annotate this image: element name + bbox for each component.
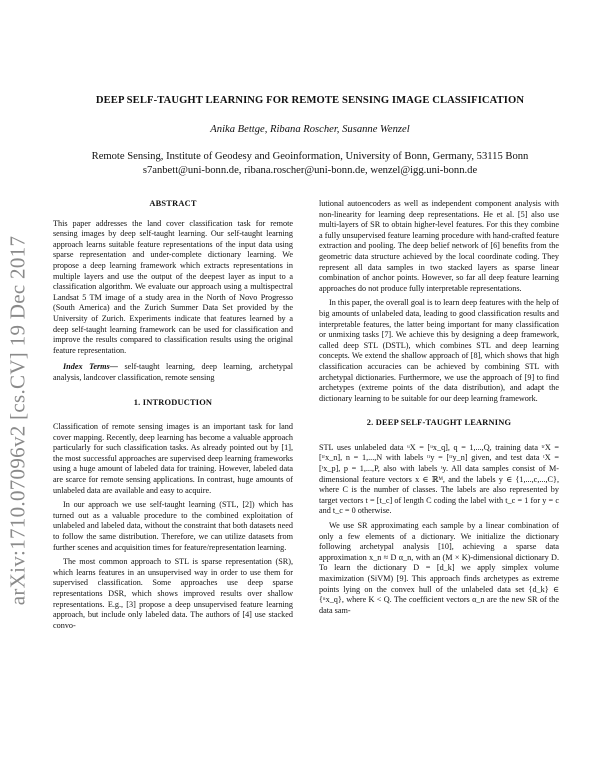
left-column [53,199,293,631]
introduction-paragraph-1: Classification of remote sensing images is an important task for land cover mapping. Recently, deep learning has become a valuable approach particularly for such classification tasks. As already pointed out by [1], the most successful approaches are supervised deep learning frameworks using a huge amount of labeled data for training. However, labeled data are scarce for remote sensing applications. In contrast, huge amounts of unlabeled data are available and easy to acquire. [53,422,293,495]
introduction-paragraph-3: The most common approach to STL is sparse representation (SR), which learns features in an unsupervised way in order to use them for supervised classification. Some approaches use deep sparse representations DSR, which shows improved results over shallow representations. E.g., [3] propose a deep unsupervised feature learning approach, but include only labeled data. The authors of [4] use stacked convo- [53,557,293,630]
paper-authors: Anika Bettge, Ribana Roscher, Susanne Wenzel [210,124,410,135]
abstract-heading: ABSTRACT [149,199,197,208]
introduction-paragraph-4: In this paper, the overall goal is to learn deep features with the help of big amounts of unlabeled data, leading to good classification results and interpretable features, the latter being important for many classification or unmixing tasks [7]. We achieve this by designing a deep framework, called deep STL (DSTL), which combines STL and deep learning concepts. We extend the shallow approach of [8], which shows that high classification accuracies can be achieved by combining STL with archetypal dictionaries. Furthermore, we use the approach of [9] to find archetypes (extreme points of the data distribution), and adapt the dictionary learning to be suitable for our deep learning framework. [319,298,559,403]
arxiv-identifier [4,176,32,664]
affiliation: Remote Sensing, Institute of Geodesy and Geoinformation, University of Bonn, Germany, 53115 Bonn [91,151,529,162]
arxiv-identifier-text: arXiv:1710.07096v2 [cs.CV] 19 Dec 2017 [5,235,30,605]
index-terms-label: Index Terms— [63,362,118,372]
right-column [319,199,559,616]
introduction-paragraph-3-continued: lutional autoencoders as well as independent component analysis with non-linearity for learning deep representations. He et al. [5] also use multi-layers of SR to obtain higher-level features. For this they combine a fully unsupervised feature learning procedure with hand-crafted feature extraction and pooling. The deep belief network of [6] benefits from the geometric data structure achieved by the local coordinate coding. They represent all data samples in two stacked layers as sparse linear combination of anchor points. However, so far all deep feature learning approaches do not produce fully interpretable representations. [319,199,559,293]
introduction-paragraph-2: In our approach we use self-taught learning (STL, [2]) which has turned out as a valuable procedure to the combined exploitation of unlabeled and labeled data, without the constraint that both datasets need to follow the same distribution. Therefore, we can utilize datasets from further scenes and acquisition times for feature/representation learning. [53,500,293,552]
paper-title: DEEP SELF-TAUGHT LEARNING FOR REMOTE SENSING IMAGE CLASSIFICATION [95,95,525,106]
dstl-heading: 2. DEEP SELF-TAUGHT LEARNING [366,418,512,428]
index-terms [53,362,293,383]
index-terms-text: self-taught learning, deep learning, archetypal analysis, landcover classification, remote sensing [53,362,294,382]
abstract-text: This paper addresses the land cover classification task for remote sensing images by deep self-taught learning. Our self-taught learning approach learns suitable feature representations of the input data using sparse representation and under-complete dictionary learning. We propose a deep learning framework which extracts representations in multiple layers and use the output of the deepest layer as input to a classification algorithm. We evaluate our approach using a multispectral Landsat 5 TM image of a study area in the North of Novo Progresso (South America) and the Zurich Summer Data Set provided by the University of Zurich. Experiments indicate that features learned by a deep self-taught learning framework can be used for classification and improve the results compared to classification results using the original feature representation. [53,218,293,355]
affiliation-block [40,150,580,178]
introduction-heading: 1. INTRODUCTION [133,397,213,407]
dstl-paragraph-2: We use SR approximating each sample by a linear combination of only a few elements of a dictionary. We initialize the dictionary following archetypal analysis [10], achieving a sparse data approximation x_n ≈ D α_n, with an (M × K)-dimensional dictionary D. To learn the dictionary D = [d_k] we apply simplex volume maximization (SiVM) [9]. This approach finds archetypes as extreme points lying on the convex hull of the unlabeled data set {d_k} ∈ {ᵘx_q}, where K < Q. The coefficient vectors α_n are the new SR of the data sam- [319,521,559,615]
author-emails: s7anbett@uni-bonn.de, ribana.roscher@uni-bonn.de, wenzel@igg.uni-bonn.de [142,165,478,176]
dstl-paragraph-1: STL uses unlabeled data ᵘX = [ᵘx_q], q = 1,...,Q, training data ᵗʳX = [ᵗʳx_n], n = 1,...,N with labels ᵗʳy = [ᵗʳy_n] given, and test data ᵗX = [ᵗx_p], p = 1,...,P, also with labels ᵗy. All data samples consist of M-dimensional feature vectors x ∈ ℝᴹ, and the labels y ∈ {1,...,c,...,C}, where C is the number of classes. The labels are also represented by target vectors t = [t_c] of length C coding the label with t_c = 1 for y = c and t_c = 0 otherwise. [319,442,559,516]
